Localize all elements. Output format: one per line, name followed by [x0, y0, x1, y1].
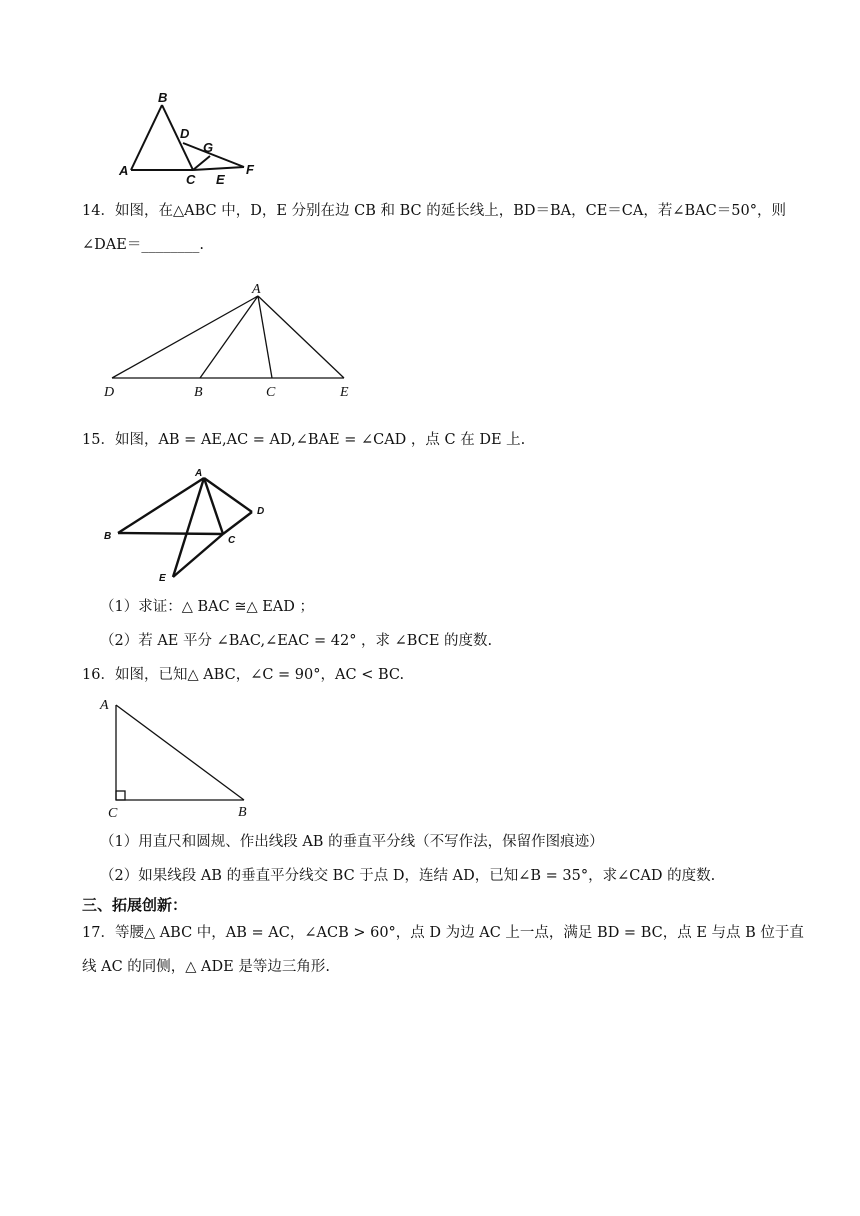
figure-q14	[100, 278, 365, 403]
label-A: A	[252, 282, 261, 297]
q15-part2: （2）若 AE 平分 ∠BAC,∠EAC = 42° ，求 ∠BCE 的度数.	[100, 633, 493, 649]
q15-part1: （1）求证：△ BAC ≅△ EAD ；	[100, 599, 315, 615]
figure-q13	[110, 88, 270, 187]
figure-q15	[100, 462, 280, 587]
label-F: F	[246, 162, 254, 177]
label-A: A	[100, 698, 109, 713]
label-C: C	[228, 535, 236, 546]
label-D: D	[104, 385, 115, 400]
label-D: D	[257, 506, 265, 517]
label-G: G	[203, 140, 214, 155]
q16-part1: （1）用直尺和圆规、作出线段 AB 的垂直平分线（不写作法，保留作图痕迹）	[100, 834, 604, 850]
label-C: C	[108, 806, 118, 821]
q17-text-line1: 17．等腰△ ABC 中，AB = AC，∠ACB > 60°，点 D 为边 AC 上一点，满足 BD = BC，点 E 与点 B 位于直	[82, 925, 804, 941]
label-E: E	[340, 385, 349, 400]
label-D: D	[180, 126, 190, 141]
label-B: B	[104, 531, 112, 542]
label-E: E	[159, 573, 166, 584]
label-B: B	[158, 90, 168, 105]
q17-text-line2: 线 AC 的同侧，△ ADE 是等边三角形.	[82, 959, 330, 975]
q15-text: 15．如图，AB = AE,AC = AD,∠BAE = ∠CAD ，点 C 在 DE 上.	[82, 432, 526, 448]
label-A: A	[119, 163, 129, 178]
q16-text: 16．如图，已知△ ABC，∠C = 90°，AC < BC.	[82, 667, 405, 683]
label-B: B	[194, 385, 203, 400]
label-B: B	[238, 805, 247, 820]
section-title: 三、拓展创新：	[82, 896, 188, 914]
figure-q16	[95, 692, 265, 822]
q14-text-line2: ∠DAE＝________.	[82, 237, 204, 253]
label-A: A	[195, 468, 203, 479]
q14-text-line1: 14．如图，在△ABC 中，D，E 分别在边 CB 和 BC 的延长线上，BD＝BA，CE＝CA，若∠BAC＝50°，则	[82, 203, 786, 219]
label-C: C	[186, 172, 196, 187]
q16-part2: （2）如果线段 AB 的垂直平分线交 BC 于点 D，连结 AD，已知∠B = 35°，求∠CAD 的度数.	[100, 868, 716, 884]
label-C: C	[266, 385, 276, 400]
label-E: E	[216, 172, 225, 187]
